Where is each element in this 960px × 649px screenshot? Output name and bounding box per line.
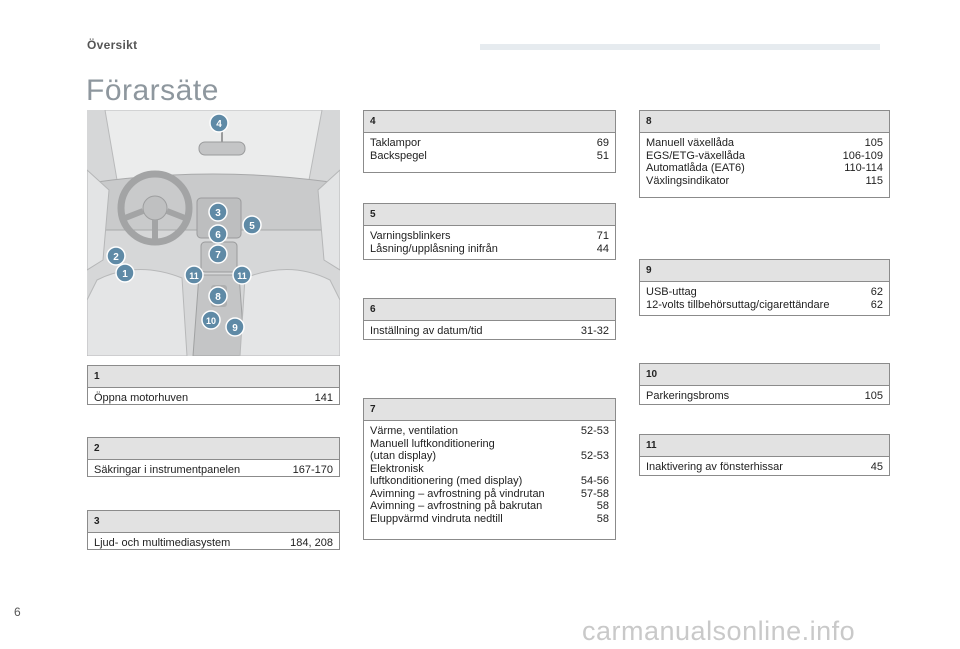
- entry-row: [94, 537, 333, 550]
- entry-label: Backspegel: [370, 149, 427, 162]
- entry-page: 115: [865, 174, 883, 187]
- watermark: carmanualsonline.info: [582, 616, 856, 646]
- entry-row: [646, 299, 883, 312]
- entry-page: 110-114: [844, 162, 883, 174]
- entry-label: Inaktivering av fönsterhissar: [646, 461, 783, 473]
- callout-label: 5: [249, 221, 255, 232]
- callout-label: 11: [237, 271, 247, 281]
- entry-page: 141: [314, 392, 333, 404]
- entry-label: Eluppvärmd vindruta nedtill: [370, 512, 503, 525]
- box-number: 10: [640, 364, 889, 386]
- entry-label: Ljud- och multimediasystem: [94, 537, 231, 549]
- entry-page: 54-56: [580, 475, 609, 487]
- entry-row: [646, 390, 883, 403]
- info-box-8: [639, 110, 890, 198]
- entry-page: 52-53: [580, 450, 609, 462]
- page-number: 6: [14, 605, 21, 619]
- entry-page: 45: [870, 461, 883, 473]
- entry-label: Manuell växellåda: [646, 137, 735, 149]
- entry-label: Växlingsindikator: [646, 174, 730, 187]
- box-number: 9: [640, 260, 889, 282]
- entry-page: 167-170: [292, 464, 333, 476]
- callout-label: 7: [215, 250, 221, 261]
- entry-label: 12-volts tillbehörsuttag/cigarettändare: [646, 298, 830, 311]
- info-box-6: [363, 298, 616, 340]
- entry-label: Manuell luftkonditionering (utan display): [370, 437, 495, 462]
- callout-label: 9: [232, 323, 238, 334]
- entry-row: [370, 438, 609, 463]
- callout-label: 1: [122, 269, 128, 280]
- entry-page: 184, 208: [290, 537, 333, 549]
- entry-page: 57-58: [580, 487, 609, 500]
- entry-page: 62: [870, 286, 883, 298]
- entry-row: [646, 461, 883, 474]
- callout-label: 10: [205, 316, 217, 326]
- entry-row: [370, 500, 609, 513]
- entry-page: 106-109: [842, 149, 883, 162]
- box-number: 8: [640, 111, 889, 133]
- entry-page: 105: [864, 390, 883, 402]
- entry-label: Parkeringsbroms: [646, 390, 730, 402]
- cockpit-drawing: [87, 110, 340, 356]
- box-number: 5: [364, 204, 615, 226]
- entry-row: [646, 150, 883, 163]
- callout-label: 3: [215, 208, 221, 219]
- entry-page: 71: [596, 230, 609, 242]
- entry-label: Värme, ventilation: [370, 425, 459, 437]
- entry-page: 58: [596, 512, 609, 525]
- entry-label: Säkringar i instrumentpanelen: [94, 464, 241, 476]
- entry-row: [370, 513, 609, 526]
- entry-row: [370, 325, 609, 338]
- entry-row: [370, 243, 609, 256]
- box-number: 2: [88, 438, 339, 460]
- entry-label: Låsning/upplåsning inifrån: [370, 242, 498, 255]
- entry-label: USB-uttag: [646, 286, 697, 298]
- entry-page: 58: [596, 500, 609, 512]
- callout-label: 2: [113, 252, 119, 263]
- entry-page: 105: [864, 137, 883, 149]
- box-number: 3: [88, 511, 339, 533]
- entry-label: Elektronisk luftkonditionering (med display): [370, 462, 523, 487]
- entry-row: [646, 175, 883, 188]
- callout-label: 8: [215, 292, 221, 303]
- info-box-7: [363, 398, 616, 540]
- callout-label: 4: [216, 119, 222, 130]
- entry-label: Automatlåda (EAT6): [646, 162, 745, 174]
- entry-label: Avimning – avfrostning på vindrutan: [370, 487, 545, 500]
- entry-row: [646, 162, 883, 175]
- cockpit-illustration: [87, 110, 340, 356]
- entry-label: Öppna motorhuven: [94, 392, 189, 404]
- entry-row: [370, 488, 609, 501]
- info-box-10: [639, 363, 890, 405]
- entry-page: 44: [596, 242, 609, 255]
- info-box-3: [87, 510, 340, 550]
- info-box-4: [363, 110, 616, 173]
- box-number: 6: [364, 299, 615, 321]
- info-box-9: [639, 259, 890, 316]
- page-title: Förarsäte: [86, 74, 219, 107]
- box-number: 4: [364, 111, 615, 133]
- info-box-11: [639, 434, 890, 476]
- entry-page: 52-53: [580, 425, 609, 437]
- callout-label: 6: [215, 230, 221, 241]
- entry-row: [370, 463, 609, 488]
- entry-row: [370, 425, 609, 438]
- entry-label: EGS/ETG-växellåda: [646, 149, 746, 162]
- entry-label: Inställning av datum/tid: [370, 325, 483, 337]
- section-label: Översikt: [87, 38, 138, 52]
- entry-label: Taklampor: [370, 137, 421, 149]
- info-box-5: [363, 203, 616, 260]
- entry-row: [370, 150, 609, 163]
- info-box-1: [87, 365, 340, 405]
- entry-row: [94, 392, 333, 405]
- entry-row: [94, 464, 333, 477]
- entry-page: 31-32: [580, 325, 609, 337]
- entry-row: [370, 230, 609, 243]
- callout-label: 11: [189, 271, 199, 281]
- entry-row: [370, 137, 609, 150]
- box-number: 7: [364, 399, 615, 421]
- box-number: 1: [88, 366, 339, 388]
- info-box-2: [87, 437, 340, 477]
- box-number: 11: [640, 435, 889, 457]
- entry-page: 51: [596, 149, 609, 162]
- entry-label: Varningsblinkers: [370, 230, 451, 242]
- entry-row: [646, 286, 883, 299]
- header-bar: [480, 44, 880, 50]
- entry-label: Avimning – avfrostning på bakrutan: [370, 500, 543, 512]
- entry-page: 62: [870, 298, 883, 311]
- entry-row: [646, 137, 883, 150]
- entry-page: 69: [596, 137, 609, 149]
